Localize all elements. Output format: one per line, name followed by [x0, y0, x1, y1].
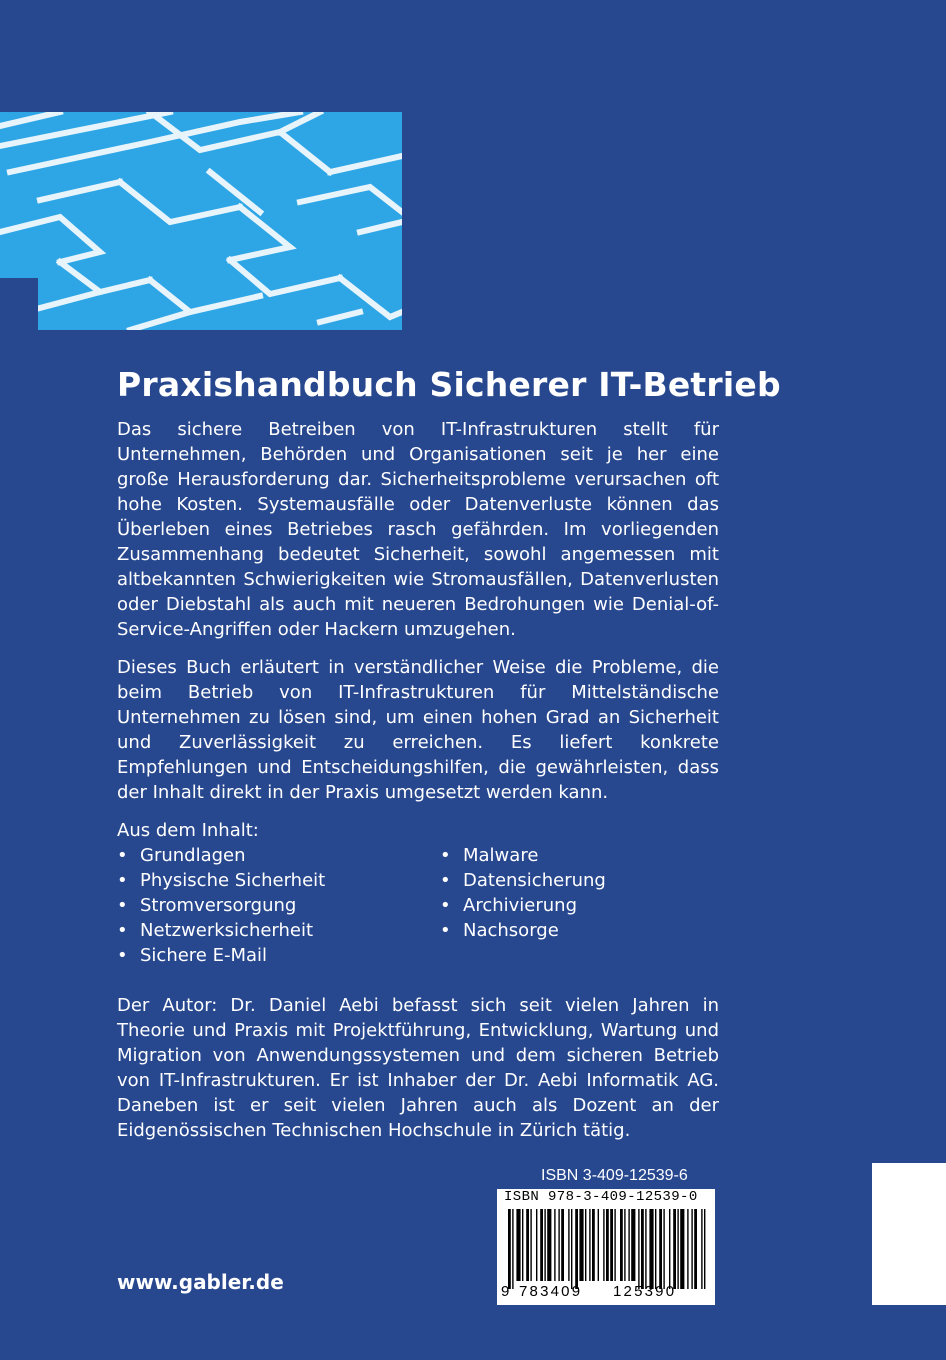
- barcode-bar: [673, 1209, 676, 1289]
- paragraph-text: Das sichere Betreiben von IT-Infrastrukturen stellt für Unternehmen, Behörden und Organisationen seit je her eine große Herausforderung dar. Sicherheitsprobleme verursachen oft hohe Kosten. Systemausfälle oder Datenverluste können das Überleben eines Betriebes rasch gefährden. Im vorliegenden Zusammenhang bedeutet Sicherheit, sowohl angemessen mit altbekannten Schwierigkeiten wie Stromausfällen, Datenverlusten oder Diebstahl als auch mit neueren Bedrohungen wie Denial-of-Service-Angriffen oder Hackern umzugehen.: [117, 419, 719, 640]
- barcode-bar: [624, 1209, 625, 1281]
- barcode-bar: [704, 1209, 705, 1289]
- barcode-bar: [558, 1209, 559, 1281]
- barcode: [497, 1189, 715, 1305]
- barcode-bar: [659, 1209, 662, 1289]
- ean-right-group: 125390: [613, 1283, 677, 1300]
- paragraph-text: Dieses Buch erläutert in verständlicher Weise die Probleme, die beim Betrieb von IT-Infrastrukturen für Mittelständische Unternehmen zu lösen sind, um einen hohen Grad an Sicherheit und Zuverlässigkeit zu erreichen. Es liefert konkrete Empfehlungen und Entscheidungshilfen, die gewährleisten, dass der Inhalt direkt in der Praxis umgesetzt werden kann.: [117, 657, 719, 803]
- description-paragraph-2: [117, 655, 719, 805]
- barcode-bar: [540, 1209, 543, 1281]
- barcode-bar: [585, 1209, 586, 1281]
- barcode-bar: [606, 1209, 609, 1281]
- barcode-bar: [536, 1209, 537, 1281]
- list-item: • Nachsorge: [440, 918, 606, 943]
- barcode-bar: [512, 1209, 513, 1289]
- maze-notch: [0, 278, 38, 330]
- barcode-bar: [530, 1209, 531, 1281]
- barcode-bar: [669, 1209, 670, 1289]
- list-item: • Netzwerksicherheit: [117, 918, 325, 943]
- barcode-bar: [628, 1209, 629, 1281]
- barcode-bar: [547, 1209, 551, 1281]
- barcode-bar: [575, 1209, 578, 1289]
- isbn-10: ISBN 3-409-12539-6: [541, 1167, 688, 1184]
- barcode-bar: [641, 1209, 644, 1289]
- barcode-bar: [655, 1209, 656, 1289]
- publisher-website: www.gabler.de: [117, 1270, 284, 1294]
- list-item: • Datensicherung: [440, 868, 606, 893]
- barcode-bar: [691, 1209, 692, 1289]
- list-item: • Grundlagen: [117, 843, 325, 868]
- paragraph-text: Der Autor: Dr. Daniel Aebi befasst sich seit vielen Jahren in Theorie und Praxis mit Projektführung, Entwicklung, Wartung und Migration von Anwendungssystemen und dem sicheren Betrieb von IT-Infrastrukturen. Er ist Inhaber der Dr. Aebi Informatik AG. Daneben ist er seit vielen Jahren auch als Dozent an der Eidgenössischen Technischen Hochschule in Zürich tätig.: [117, 995, 719, 1141]
- list-item: • Physische Sicherheit: [117, 868, 325, 893]
- barcode-bar: [663, 1209, 664, 1289]
- barcode-bar: [508, 1209, 511, 1289]
- barcode-bar: [701, 1209, 702, 1289]
- barcode-bar: [610, 1209, 613, 1281]
- ean-first-digit: 9: [501, 1283, 510, 1300]
- list-item: • Sichere E-Mail: [117, 943, 325, 968]
- barcode-bar: [687, 1209, 688, 1289]
- barcode-bar: [603, 1209, 604, 1281]
- barcode-bar: [571, 1209, 572, 1289]
- ean-left-group: 783409: [519, 1283, 583, 1300]
- maze-graphic: [0, 112, 402, 330]
- barcode-bar: [614, 1209, 615, 1281]
- barcode-bar: [620, 1209, 623, 1281]
- barcode-bar: [526, 1209, 529, 1281]
- barcode-bar: [598, 1209, 599, 1281]
- barcode-bar: [544, 1209, 545, 1281]
- author-bio: [117, 993, 719, 1143]
- barcode-bar: [592, 1209, 595, 1281]
- barcode-bar: [579, 1209, 583, 1281]
- contents-list-left: [117, 843, 325, 968]
- barcode-bar: [554, 1209, 555, 1281]
- barcode-bar: [645, 1209, 646, 1289]
- barcode-bar: [694, 1209, 697, 1289]
- book-title: Praxishandbuch Sicherer IT-Betrieb: [117, 365, 781, 405]
- barcode-bar: [638, 1209, 639, 1289]
- barcode-bar: [561, 1209, 564, 1281]
- barcode-bar: [568, 1209, 569, 1281]
- barcode-bar: [680, 1209, 684, 1289]
- list-item: • Malware: [440, 843, 606, 868]
- barcode-bar: [516, 1209, 520, 1281]
- barcode-bar: [631, 1209, 635, 1281]
- cover-maze-image: [0, 112, 402, 330]
- isbn-13: ISBN 978-3-409-12539-0: [504, 1189, 698, 1205]
- contents-heading: Aus dem Inhalt:: [117, 820, 259, 841]
- list-item: • Archivierung: [440, 893, 606, 918]
- barcode-bar: [589, 1209, 590, 1281]
- description-paragraph-1: [117, 417, 719, 642]
- barcode-bar: [522, 1209, 523, 1281]
- barcode-bar: [677, 1209, 678, 1289]
- barcode-bar: [649, 1209, 653, 1289]
- contents-list-right: [440, 843, 606, 943]
- spine-label-tab: [872, 1163, 946, 1305]
- list-item: • Stromversorgung: [117, 893, 325, 918]
